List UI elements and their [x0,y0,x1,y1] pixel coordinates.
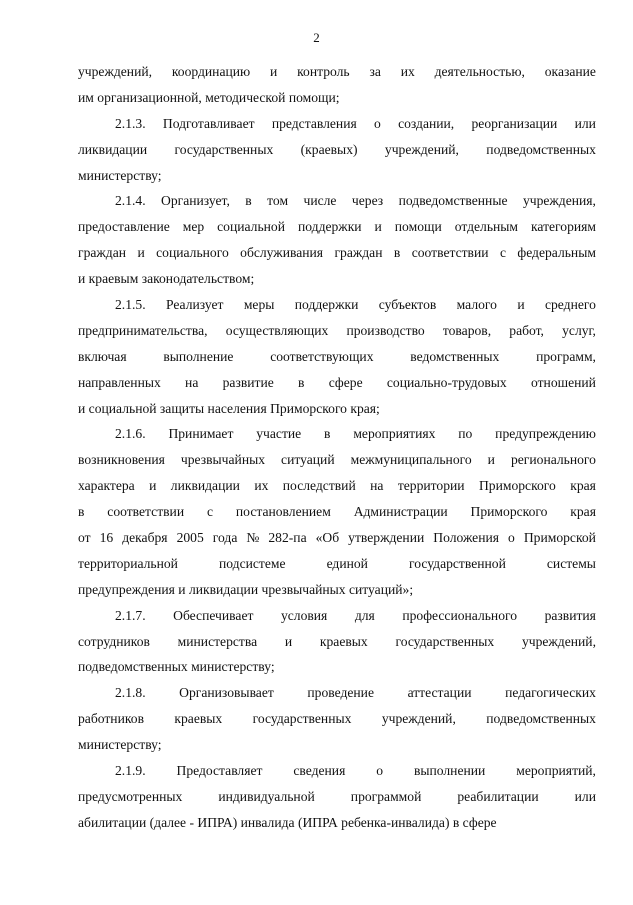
paragraph [78,603,596,681]
text-line: 2.1.8. Организовывает проведение аттестации педагогических [115,685,596,701]
text-line: 2.1.5. Реализует меры поддержки субъектов малого и среднего [115,297,596,313]
text-line: министерству; [78,737,162,753]
text-line: территориальной подсистеме единой государственной системы [78,555,596,571]
text-line: предоставление мер социальной поддержки и помощи отдельным категориям [78,219,596,235]
text-line: предусмотренных индивидуальной программой реабилитации или [78,788,596,804]
text-line: 2.1.7. Обеспечивает условия для профессионального развития [115,607,596,623]
text-line: абилитации (далее - ИПРА) инвалида (ИПРА ребенка-инвалида) в сфере [78,814,497,830]
text-line: им организационной, методической помощи; [78,89,340,105]
text-line: предупреждения и ликвидации чрезвычайных ситуаций»; [78,581,414,597]
text-line: и краевым законодательством; [78,271,255,287]
text-line: и социальной защиты населения Приморского края; [78,400,380,416]
paragraph [78,111,596,189]
paragraph [78,188,596,292]
text-line: включая выполнение соответствующих ведомственных программ, [78,348,596,364]
text-line: граждан и социального обслуживания граждан в соответствии с федеральным [78,245,596,261]
text-line: 2.1.3. Подготавливает представления о создании, реорганизации или [115,115,596,131]
text-line: сотрудников министерства и краевых государственных учреждений, [78,633,596,649]
text-line: направленных на развитие в сфере социально-трудовых отношений [78,374,596,390]
page-number: 2 [313,30,320,45]
paragraph [78,292,596,421]
document-body [78,59,596,836]
paragraph [78,758,596,836]
text-line: работников краевых государственных учреждений, подведомственных [78,711,596,727]
text-line: характера и ликвидации их последствий на территории Приморского края [78,478,596,494]
paragraph [78,421,596,602]
text-line: 2.1.9. Предоставляет сведения о выполнении мероприятий, [115,763,596,779]
text-line: министерству; [78,167,162,183]
text-line: подведомственных министерству; [78,659,275,675]
paragraph [78,680,596,758]
text-line: 2.1.4. Организует, в том числе через подведомственные учреждения, [115,193,596,209]
text-line: возникновения чрезвычайных ситуаций межмуниципального и регионального [78,452,596,468]
text-line: предпринимательства, осуществляющих производство товаров, работ, услуг, [78,322,596,338]
text-line: от 16 декабря 2005 года № 282-па «Об утверждении Положения о Приморской [78,530,596,546]
text-line: учреждений, координацию и контроль за их деятельностью, оказание [78,64,596,79]
text-line: 2.1.6. Принимает участие в мероприятиях по предупреждению [115,426,596,442]
paragraph [78,59,596,111]
text-line: ликвидации государственных (краевых) учреждений, подведомственных [78,141,596,157]
text-line: в соответствии с постановлением Администрации Приморского края [78,504,596,520]
